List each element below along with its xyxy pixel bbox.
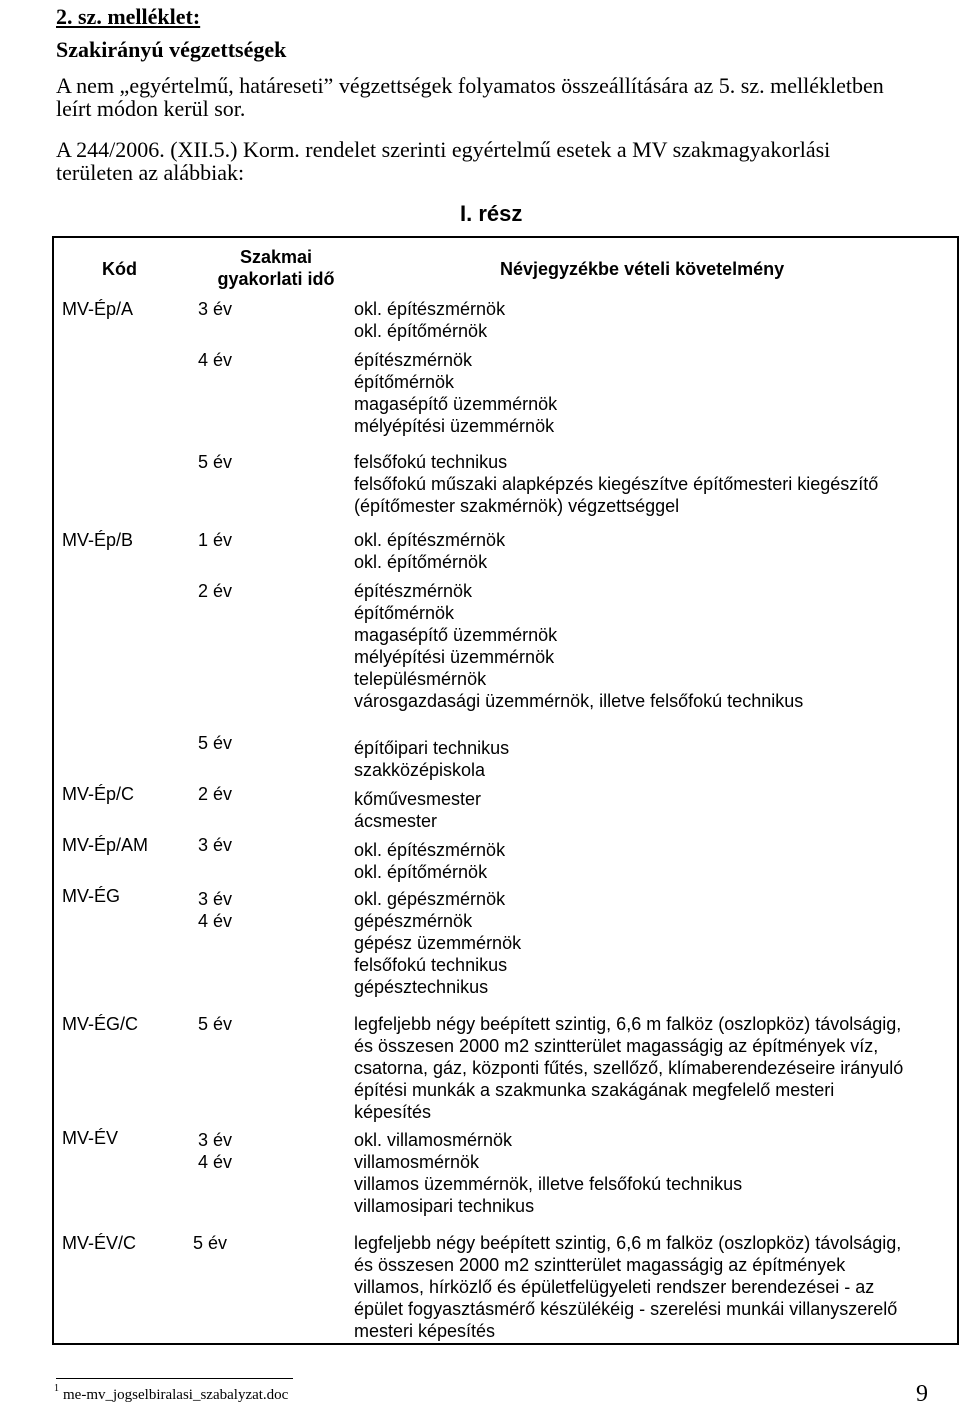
row-period: 3 év [198, 1130, 233, 1150]
intro-line-4: területen az alábbiak: [56, 160, 245, 185]
row-requirement [354, 451, 878, 517]
requirement-line: okl. építészmérnök [354, 299, 506, 319]
requirement-line: ácsmester [354, 811, 438, 831]
table-top-border [52, 236, 959, 238]
requirement-line: felsőfokú technikus [354, 955, 508, 975]
requirement-line: építészmérnök [354, 581, 473, 601]
requirement-line: legfeljebb négy beépített szintig, 6,6 m falköz (oszlopköz) távolságig, [354, 1233, 902, 1253]
footnote-mark: 1 [54, 1383, 59, 1394]
requirement-line: okl. gépészmérnök [354, 889, 506, 909]
intro-line-1: A nem „egyértelmű, határeseti” végzettségek folyamatos összeállítására az 5. sz. mellékletben [56, 73, 884, 98]
row-code: MV-Ép/A [62, 299, 134, 319]
requirement-line: mesteri képesítés [354, 1321, 496, 1341]
row-code: MV-ÉG [62, 886, 121, 906]
requirement-line: magasépítő üzemmérnök [354, 625, 558, 645]
row-period: 5 év [198, 733, 233, 753]
row-period: 5 év [198, 1014, 233, 1034]
column-header-code: Kód [102, 259, 137, 279]
row-requirement [354, 1232, 901, 1342]
requirement-line: magasépítő üzemmérnök [354, 394, 558, 414]
part-label: I. rész [460, 201, 523, 226]
intro-line-2: leírt módon kerül sor. [56, 96, 246, 121]
requirement-line: villamosipari technikus [354, 1196, 535, 1216]
requirement-line: kőművesmester [354, 789, 482, 809]
row-code: MV-Ép/C [62, 784, 135, 804]
row-period: 3 év [198, 299, 233, 319]
requirement-line: mélyépítési üzemmérnök [354, 647, 555, 667]
annex-label: 2. sz. melléklet: [56, 4, 201, 29]
requirement-line: okl. építőmérnök [354, 552, 488, 572]
requirement-line: építőmérnök [354, 372, 455, 392]
row-period: 5 év [198, 452, 233, 472]
requirement-line: építészmérnök [354, 350, 473, 370]
table-right-border [957, 236, 959, 1345]
footnote-text: me-mv_jogselbiralasi_szabalyzat.doc [63, 1387, 289, 1403]
row-period: 3 év [198, 835, 233, 855]
column-header-practice-line-1: Szakmai [239, 247, 313, 267]
requirement-line: gépész üzemmérnök [354, 933, 522, 953]
column-header-requirement: Névjegyzékbe vételi követelmény [500, 259, 785, 279]
row-code: MV-ÉV [62, 1128, 119, 1148]
requirement-line: gépészmérnök [354, 911, 473, 931]
row-code: MV-Ép/B [62, 530, 134, 550]
row-code: MV-Ép/AM [62, 835, 149, 855]
requirement-line: villamos üzemmérnök, illetve felsőfokú technikus [354, 1174, 743, 1194]
requirement-line: villamosmérnök [354, 1152, 480, 1172]
requirement-line: városgazdasági üzemmérnök, illetve felsőfokú technikus [354, 691, 804, 711]
requirement-line: okl. villamosmérnök [354, 1130, 513, 1150]
requirement-line: építőmérnök [354, 603, 455, 623]
row-requirement [354, 839, 505, 883]
row-period: 4 év [198, 911, 233, 931]
requirement-line: építőipari technikus [354, 738, 510, 758]
row-period: 3 év [198, 889, 233, 909]
requirement-line: és összesen 2000 m2 szintterület magasságig az építmények [354, 1255, 846, 1275]
row-code: MV-ÉV/C [62, 1233, 137, 1253]
requirement-line: okl. építészmérnök [354, 840, 506, 860]
requirement-line: villamos, hírközlő és épületfelügyeleti rendszer berendezései - az [354, 1277, 875, 1297]
section-title: Szakirányú végzettségek [56, 37, 287, 62]
page-number: 9 [916, 1381, 928, 1407]
row-requirement [354, 580, 803, 712]
row-requirement [354, 1151, 742, 1217]
requirement-line: felsőfokú műszaki alapképzés kiegészítve építőmesteri kiegészítő [354, 474, 879, 494]
requirement-line: legfeljebb négy beépített szintig, 6,6 m falköz (oszlopköz) távolságig, [354, 1014, 902, 1034]
row-requirement [354, 788, 481, 832]
row-requirement [354, 298, 505, 342]
requirement-line: mélyépítési üzemmérnök [354, 416, 555, 436]
intro-line-3: A 244/2006. (XII.5.) Korm. rendelet szerinti egyértelmű esetek a MV szakmagyakorlási [56, 137, 831, 162]
row-requirement [354, 1129, 512, 1151]
table-bottom-border [52, 1343, 959, 1345]
row-period: 4 év [198, 350, 233, 370]
requirement-line: építési munkák a szakmunka szakágának megfelelő mesteri [354, 1080, 835, 1100]
row-requirement [354, 1013, 903, 1123]
row-requirement [354, 888, 505, 910]
row-code: MV-ÉG/C [62, 1014, 139, 1034]
column-header-practice-line-2: gyakorlati idő [217, 269, 335, 289]
table-left-border [52, 236, 54, 1345]
requirement-line: okl. építőmérnök [354, 321, 488, 341]
row-period: 2 év [198, 784, 233, 804]
requirement-line: okl. építészmérnök [354, 530, 506, 550]
row-period: 5 év [193, 1233, 228, 1253]
requirement-line: okl. építőmérnök [354, 862, 488, 882]
row-requirement [354, 737, 509, 781]
requirement-line: felsőfokú technikus [354, 452, 508, 472]
requirement-line: szakközépiskola [354, 760, 486, 780]
requirement-line: és összesen 2000 m2 szintterület magasságig az építmények víz, [354, 1036, 879, 1056]
requirement-line: gépésztechnikus [354, 977, 489, 997]
requirement-line: csatorna, gáz, központi fűtés, szellőző, klímaberendezéseire irányuló [354, 1058, 904, 1078]
row-period: 1 év [198, 530, 233, 550]
row-requirement [354, 910, 521, 998]
footnote-separator [56, 1378, 293, 1379]
row-period: 4 év [198, 1152, 233, 1172]
row-requirement [354, 349, 557, 437]
requirement-line: (építőmester szakmérnök) végzettséggel [354, 496, 680, 516]
row-requirement [354, 529, 505, 573]
row-period: 2 év [198, 581, 233, 601]
requirement-line: településmérnök [354, 669, 487, 689]
requirement-line: épület fogyasztásmérő készülékéig - szerelési munkái villanyszerelő [354, 1299, 898, 1319]
requirement-line: képesítés [354, 1102, 432, 1122]
